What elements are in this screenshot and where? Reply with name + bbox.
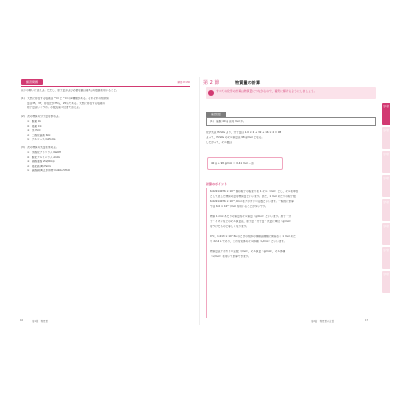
chapter-tab[interactable]: 第2章 bbox=[382, 127, 390, 149]
chapter-tab[interactable]: 第1章 bbox=[382, 103, 390, 125]
question-box bbox=[206, 117, 376, 126]
section-number: 第 2 節 bbox=[203, 80, 220, 86]
point-line: 物質 1 mol あたりの質量をモル質量（g/mol）といいます。原子・分 bbox=[210, 215, 291, 218]
book-spread bbox=[10, 73, 390, 329]
point-line: 物質量はアボガドロ定数（/mol），モル質量（g/mol），モル体積 bbox=[210, 250, 286, 253]
point-line: をつけたものと等しくなります。 bbox=[210, 225, 249, 228]
chapter-tab[interactable]: 第6章 bbox=[382, 223, 390, 245]
confirm-question-badge: 確認問題 bbox=[206, 112, 226, 117]
question-1-line: (1) 天然に存在する塩素は ³⁵Cl と ³⁷Cl の2種類がある。それぞれの相対質 bbox=[21, 97, 109, 100]
formula-box bbox=[207, 157, 283, 170]
left-page bbox=[10, 73, 195, 329]
question-3-item: ② 酸化アルミニウム Al₂O₃ bbox=[27, 155, 60, 159]
point-line: として表した物質の量を物質量といいます。また，1 mol あたりの粒子数 bbox=[210, 195, 296, 198]
question-2-item: ④ 二酸化硫黄 SO₂ bbox=[27, 133, 51, 137]
solution-line: 化学式は H₂SO₄ より，分子量は 1.0 × 2 + 32 + 16 × 4 = 98 bbox=[206, 131, 282, 134]
right-page bbox=[203, 73, 379, 329]
question-2-item: ② 塩素 Cl₂ bbox=[27, 124, 42, 128]
goal-text: すべての化学の計算は物質量につながるので，確実に解けるようにしましょう。 bbox=[216, 88, 317, 93]
question-2-item: ⑤ グルコース C₆H₁₂O₆ bbox=[27, 138, 56, 141]
question-2-item: ③ 水 H₂O bbox=[27, 129, 41, 132]
question-3-item: ① 水酸化ナトリウム NaOH bbox=[27, 151, 61, 154]
question-1-line: 原子量はいくつか。小数点第１位まで答えよ。 bbox=[27, 106, 82, 109]
question-3-item: ④ 塩化鉄(Ⅲ) FeCl₃ bbox=[27, 164, 51, 168]
right-chapter-label: 第2節 物質量の計算 bbox=[311, 320, 335, 323]
question-3-title: (3) 次の物質の式量を求めよ。 bbox=[21, 146, 59, 149]
solution-line: よって，H₂SO₄ のモル質量は 98 g/mol となる。 bbox=[206, 136, 264, 139]
question-3-item: ③ 硝酸亜鉛 Zn(NO₃)₂ bbox=[27, 160, 55, 163]
question-text: (1) 硫酸 40 g は何 mol か。 bbox=[210, 120, 246, 123]
point-line: （L/mol）を用いて計算できます。 bbox=[210, 255, 251, 258]
formula-text: 40 g ÷ 98 g/mol ＝ 0.41 mol …答 bbox=[211, 162, 254, 165]
point-line: では 6.0 × 10²³ /mol を用いることが多いです。 bbox=[210, 205, 268, 208]
point-line: 子・イオンなどのモル質量は，原子量・分子量・式量に単位（g/mol） bbox=[210, 220, 293, 223]
point-heading: 計算のポイント bbox=[206, 182, 228, 186]
left-page-number: 16 bbox=[20, 319, 24, 322]
question-3-item: ⑤ 硫酸銅(Ⅱ)五水和物 CuSO₄·5H₂O bbox=[27, 169, 70, 172]
chapter-tab[interactable]: 第7章 bbox=[382, 247, 390, 269]
page-gutter bbox=[199, 77, 200, 325]
point-line: 6.02214076 × 10²³ 個の粒子の集まりを 1 モル（mol）とし，モルを単位 bbox=[210, 190, 299, 193]
answer-reference: 解答 P.130 bbox=[177, 81, 190, 84]
chapter-tab[interactable]: 第5章 bbox=[382, 199, 390, 221]
question-2-title: (2) 次の物質の分子量を求めよ。 bbox=[21, 115, 61, 118]
right-page-number: 17 bbox=[365, 319, 369, 322]
exercise-intro: 以下の問いに答えよ。ただし、原子量および必要な値は第7章の数値を用いること。 bbox=[21, 89, 119, 92]
section-title: 物質量の計算 bbox=[235, 80, 261, 85]
left-chapter-label: 第1章 物質量 bbox=[32, 320, 48, 323]
exercise-rule bbox=[21, 86, 190, 87]
point-line: 0℃，1.013 × 10⁵ Pa のときの気体の体積は種類に関係なく 1 mol あた bbox=[210, 235, 296, 238]
exercise-badge: 練習問題 bbox=[21, 79, 43, 85]
point-box bbox=[206, 188, 376, 318]
solution-line: したがって，モル数は bbox=[206, 141, 232, 144]
target-icon bbox=[208, 90, 214, 96]
goal-box bbox=[206, 87, 376, 99]
chapter-tab[interactable]: 第3章 bbox=[382, 151, 390, 173]
chapter-tab[interactable]: 第4章 bbox=[382, 175, 390, 197]
point-line: 6.02214076 × 10²³ /mol をアボガドロ定数といいます。一般的に計算 bbox=[210, 200, 294, 203]
point-line: り 22.4 L であり，これを気体のモル体積（L/mol）といいます。 bbox=[210, 240, 287, 243]
question-2-item: ① 酸素 O₂ bbox=[27, 120, 42, 123]
chapter-tabs bbox=[382, 75, 390, 329]
question-1-line: 量は35，37，存在比が75％，25％である。天然に存在する塩素の bbox=[27, 101, 106, 105]
chapter-tab[interactable]: 第8章 bbox=[382, 271, 390, 293]
